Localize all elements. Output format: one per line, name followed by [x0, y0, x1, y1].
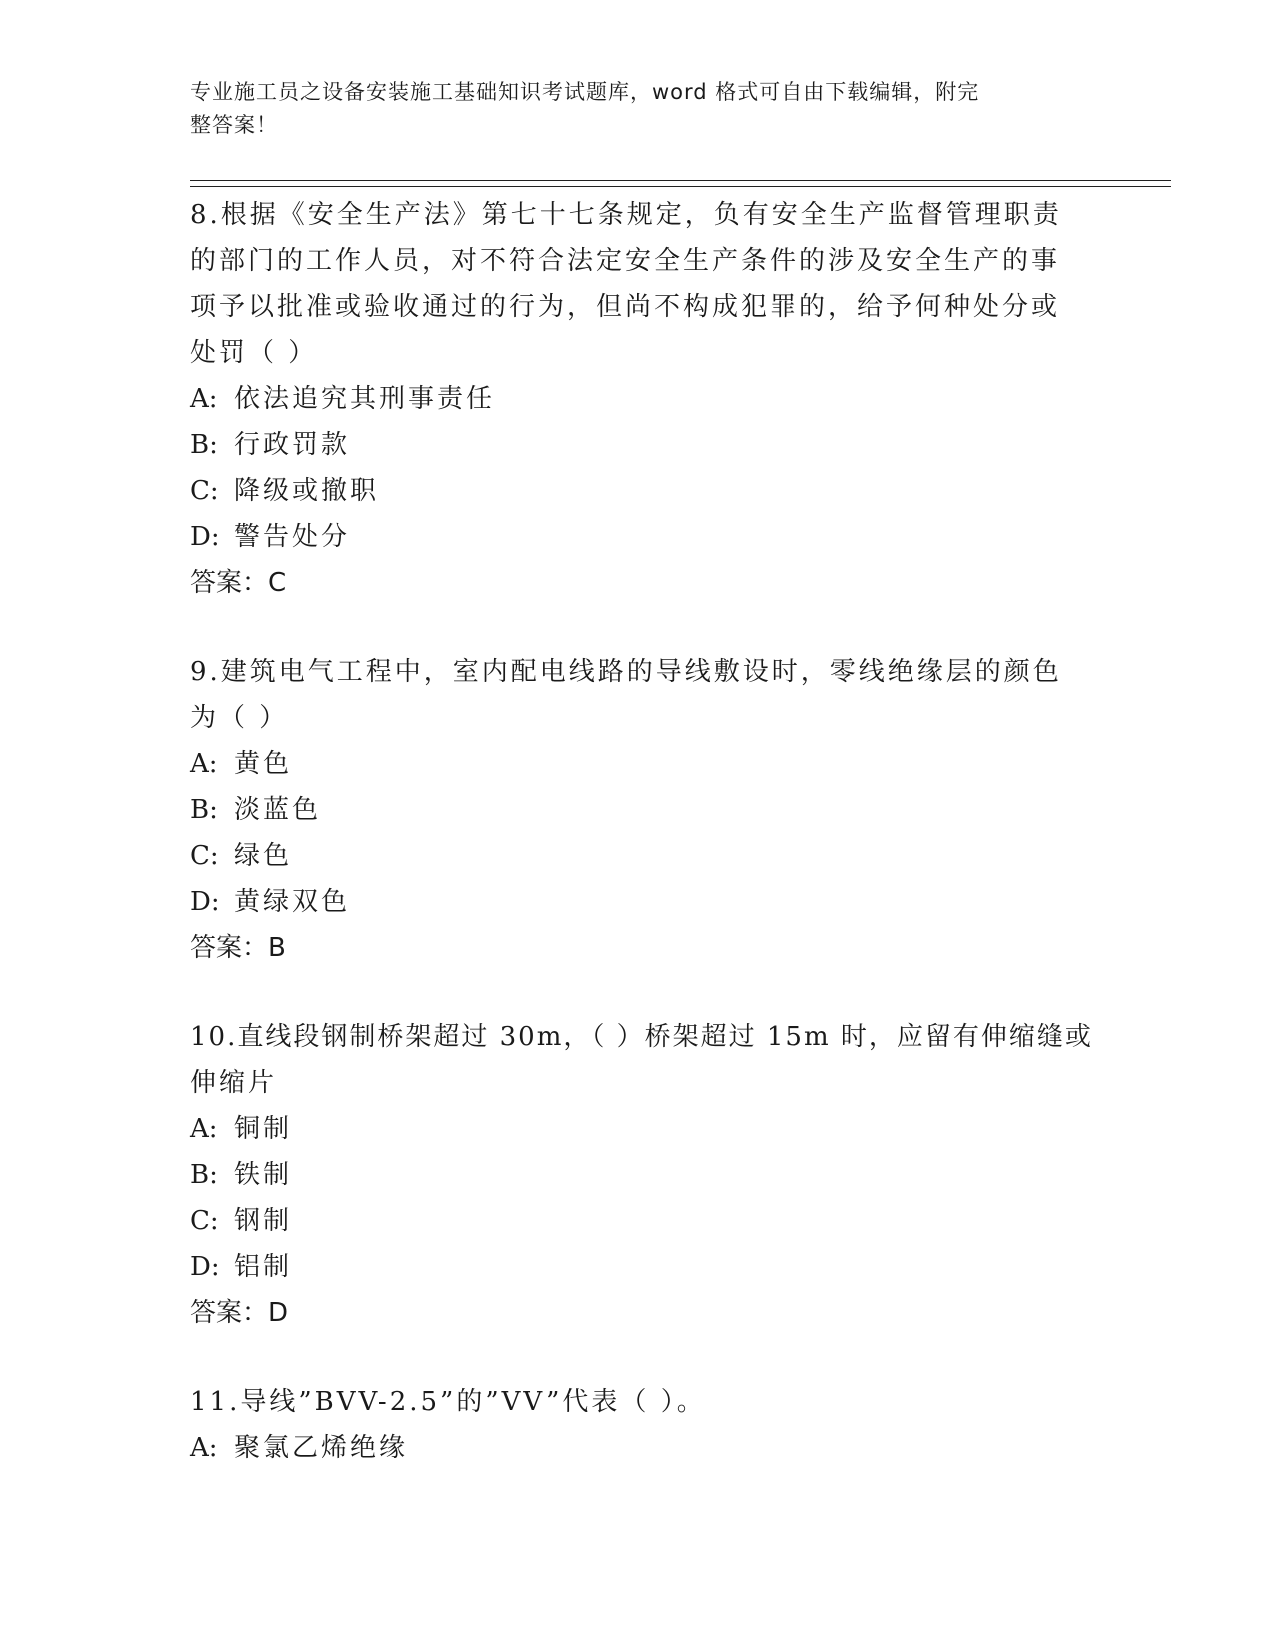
question-text-line: 10.直线段钢制桥架超过 30m，（ ）桥架超过 15m 时，应留有伸缩缝或 [190, 1022, 1093, 1052]
question-text-line: 11.导线”BVV-2.5”的”VV”代表（ ）。 [190, 1387, 706, 1417]
option-label: C: [190, 1206, 219, 1236]
option-text: 警告处分 [234, 522, 351, 552]
option-b [190, 1152, 1090, 1198]
option-label: C: [190, 476, 219, 506]
option-text: 依法追究其刑事责任 [234, 384, 496, 414]
question-text-line: 伸缩片 [190, 1068, 278, 1098]
header-divider-top [190, 180, 1171, 181]
question-text-line: 项予以批准或验收通过的行为，但尚不构成犯罪的，给予何种处分或 [190, 292, 1061, 322]
option-c [190, 833, 1090, 879]
answer-line: 答案：C [190, 568, 287, 598]
option-label: D: [190, 522, 220, 552]
option-b [190, 787, 1090, 833]
option-label: D: [190, 1252, 220, 1282]
option-a [190, 741, 1090, 787]
question-text-line: 为（ ） [190, 703, 289, 733]
question-text-line: 的部门的工作人员，对不符合法定安全生产条件的涉及安全生产的事 [190, 246, 1061, 276]
question-item [190, 649, 1090, 971]
option-d [190, 1244, 1090, 1290]
question-item [190, 1014, 1093, 1336]
option-c [190, 1198, 1090, 1244]
option-label: A: [190, 1114, 218, 1144]
option-label: B: [190, 430, 218, 460]
option-d [190, 514, 1090, 560]
option-label: C: [190, 841, 219, 871]
option-c [190, 468, 1090, 514]
option-text: 聚氯乙烯绝缘 [234, 1433, 409, 1463]
option-label: B: [190, 795, 218, 825]
document-header [190, 76, 1090, 142]
option-text: 淡蓝色 [234, 795, 322, 825]
option-label: D: [190, 887, 220, 917]
question-text-line: 9.建筑电气工程中，室内配电线路的导线敷设时，零线绝缘层的颜色 [190, 657, 1062, 687]
option-label: A: [190, 384, 218, 414]
header-line-1: 专业施工员之设备安装施工基础知识考试题库，word 格式可自由下载编辑，附完 [190, 80, 980, 104]
answer-line: 答案：B [190, 933, 286, 963]
option-a [190, 1106, 1090, 1152]
question-item [190, 1379, 1090, 1471]
option-text: 铁制 [234, 1160, 293, 1190]
question-list [190, 192, 1093, 1514]
question-text-line: 8.根据《安全生产法》第七十七条规定，负有安全生产监督管理职责 [190, 200, 1062, 230]
option-text: 铜制 [234, 1114, 293, 1144]
option-text: 铝制 [234, 1252, 293, 1282]
option-text: 绿色 [234, 841, 293, 871]
option-a [190, 376, 1090, 422]
option-text: 黄色 [234, 749, 293, 779]
option-text: 降级或撤职 [234, 476, 380, 506]
option-d [190, 879, 1090, 925]
header-line-2: 整答案！ [190, 113, 278, 137]
question-text-line: 处罚（ ） [190, 338, 318, 368]
option-a [190, 1425, 1090, 1471]
option-text: 钢制 [234, 1206, 293, 1236]
option-label: A: [190, 1433, 218, 1463]
question-item [190, 192, 1090, 606]
option-text: 行政罚款 [234, 430, 351, 460]
option-label: A: [190, 749, 218, 779]
option-b [190, 422, 1090, 468]
answer-line: 答案：D [190, 1298, 289, 1328]
option-text: 黄绿双色 [234, 887, 351, 917]
option-label: B: [190, 1160, 218, 1190]
header-divider-bottom [190, 186, 1171, 187]
